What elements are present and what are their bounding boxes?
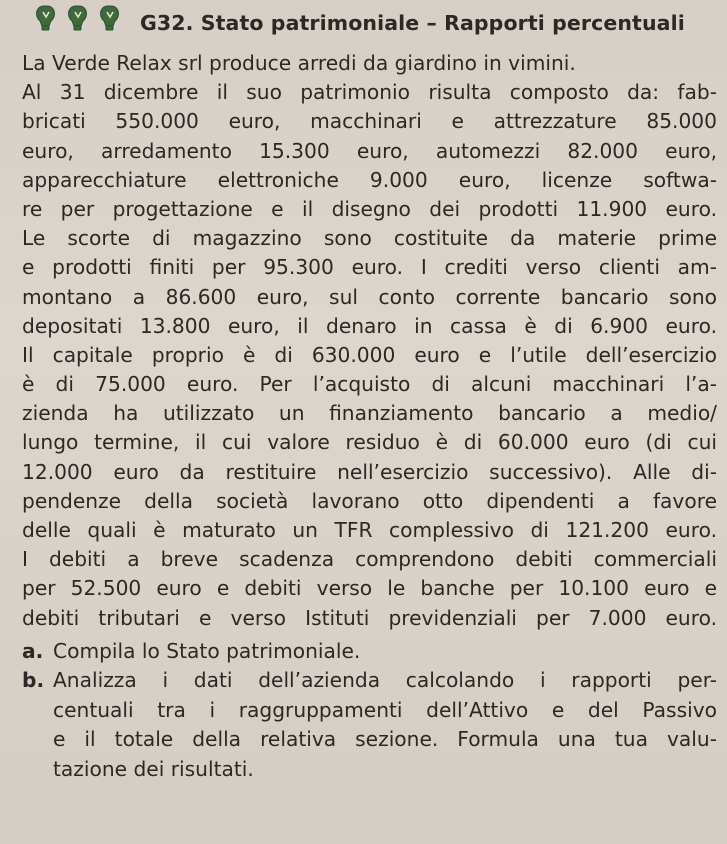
lightbulb-icon (34, 2, 144, 32)
statement-line: debiti tributari e verso Istituti previdenziali per 7.000 euro. (22, 605, 717, 630)
task-label: b. (22, 668, 45, 693)
exercise-statement (22, 49, 717, 633)
statement-line: e prodotti finiti per 95.300 euro. I crediti verso clienti am- (22, 255, 717, 280)
exercise-page (22, 0, 717, 784)
task-line: Analizza i dati dell’azienda calcolando i rapporti per- (53, 668, 717, 693)
task-line: tazione dei risultati. (53, 756, 254, 781)
exercise-header (22, 0, 717, 42)
statement-line: La Verde Relax srl produce arredi da giardino in vimini. (22, 51, 576, 75)
exercise-title: G32. Stato patrimoniale – Rapporti percentuali (140, 11, 685, 35)
statement-line: euro, arredamento 15.300 euro, automezzi 82.000 euro, (22, 138, 717, 163)
statement-line: Al 31 dicembre il suo patrimonio risulta composto da: fab- (22, 80, 717, 105)
task-line: centuali tra i raggruppamenti dell’Attivo e del Passivo (53, 697, 717, 722)
task-line: e il totale della relativa sezione. Formula una tua valu- (53, 727, 717, 752)
statement-line: 12.000 euro da restituire nell’esercizio successivo). Alle di- (22, 459, 717, 484)
statement-line: Il capitale proprio è di 630.000 euro e l’utile dell’esercizio (22, 342, 717, 367)
statement-line: è di 75.000 euro. Per l’acquisto di alcuni macchinari l’a- (22, 372, 717, 397)
statement-line: bricati 550.000 euro, macchinari e attrezzature 85.000 (22, 109, 717, 134)
statement-line: re per progettazione e il disegno dei prodotti 11.900 euro. (22, 196, 717, 221)
task-label: a. (22, 638, 44, 663)
statement-line: pendenze della società lavorano otto dipendenti a favore (22, 488, 717, 513)
statement-line: montano a 86.600 euro, sul conto corrente bancario sono (22, 284, 717, 309)
task-line: Compila lo Stato patrimoniale. (53, 638, 361, 663)
statement-line: zienda ha utilizzato un finanziamento bancario a medio/ (22, 401, 717, 426)
task-list (22, 637, 717, 785)
statement-line: I debiti a breve scadenza comprendono debiti commerciali (22, 547, 717, 572)
statement-line: lungo termine, il cui valore residuo è di 60.000 euro (di cui (22, 430, 717, 455)
statement-line: apparecchiature elettroniche 9.000 euro, licenze softwa- (22, 167, 717, 192)
statement-line: delle quali è maturato un TFR complessivo di 121.200 euro. (22, 518, 717, 542)
statement-line: depositati 13.800 euro, il denaro in cassa è di 6.900 euro. (22, 313, 717, 338)
statement-line: Le scorte di magazzino sono costituite da materie prime (22, 226, 717, 251)
task-item (22, 666, 717, 784)
task-item (22, 637, 717, 667)
statement-line: per 52.500 euro e debiti verso le banche per 10.100 euro e (22, 576, 717, 601)
